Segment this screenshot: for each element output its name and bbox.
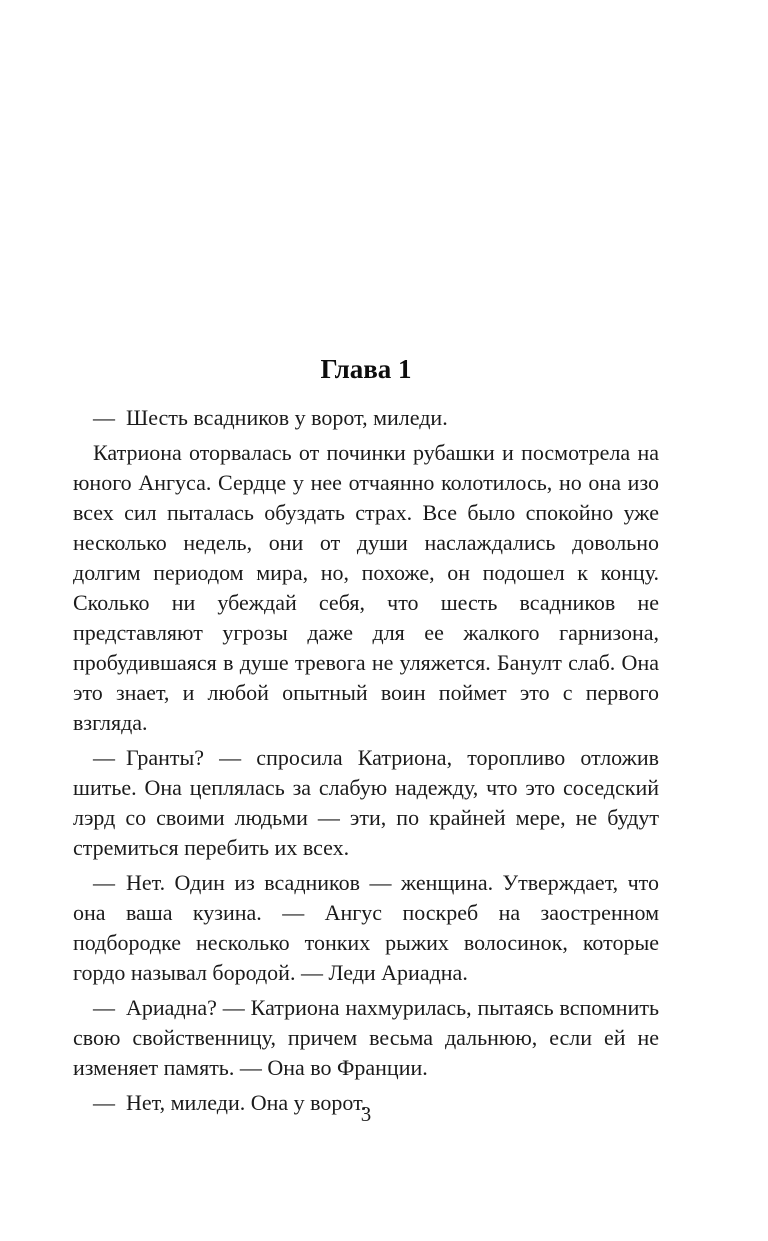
text-block <box>73 352 659 1118</box>
paragraph-dialogue: — Нет. Один из всадников — женщина. Утверждает, что она ваша кузина. — Ангус поскреб на заостренном подбородке несколько тонких рыжих волосинок, которые гордо называл бородой. — Леди Ариадна. <box>73 870 659 985</box>
page-number: 3 <box>360 1102 372 1126</box>
paragraph-dialogue: — Ариадна? — Катриона нахмурилась, пытаясь вспомнить свою свойственницу, причем весьма дальнюю, если ей не изменяет память. — Она во Франции. <box>73 995 659 1080</box>
paragraph-narrative: Катриона оторвалась от починки рубашки и посмотрела на юного Ангуса. Сердце у нее отчаянно колотилось, но она изо всех сил пыталась обуздать страх. Все было спокойно уже несколько недель, они от души наслаждались довольно долгим периодом мира, но, похоже, он подошел к концу. Сколько ни убеждай себя, что шесть всадников не представляют угрозы даже для ее жалкого гарнизона, пробудившаяся в душе тревога не уляжется. Банулт слаб. Она это знает, и любой опытный воин поймет это с первого взгляда. <box>73 440 659 735</box>
paragraph-dialogue: — Шесть всадников у ворот, миледи. <box>93 405 448 430</box>
paragraph-dialogue: — Гранты? — спросила Катриона, торопливо отложив шитье. Она цеплялась за слабую надежду, что это соседский лэрд со своими людьми — эти, по крайней мере, не будут стремиться перебить их всех. <box>73 745 659 860</box>
paragraph-dialogue: — Нет, миледи. Она у ворот. <box>93 1090 367 1115</box>
chapter-title: Глава 1 <box>320 354 412 384</box>
